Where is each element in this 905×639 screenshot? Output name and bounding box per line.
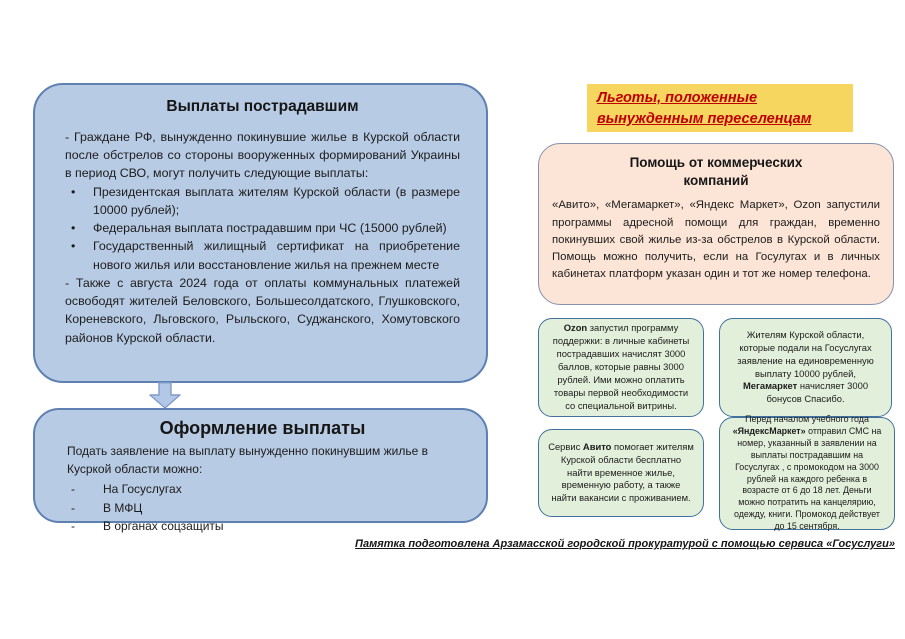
card-ozon [538,318,704,417]
processing-title: Оформление выплаты [159,418,366,438]
payments-bullet: • Государственный жилищный сертификат на приобретение нового жилья или восстановление жилья на прежнем месте [93,237,460,273]
card-megamarket-text [729,329,882,407]
card-avito-text [548,441,694,506]
commercial-help-box [538,143,894,305]
card-text-post: запустил программу поддержки: в личные кабинеты пострадавших начислят 3000 баллов, которые равны 3000 рублей. Ими можно оплатить товары первой необходимости со специальной витрины. [552,322,690,411]
payments-intro: - Граждане РФ, вынужденно покинувшие жилье в Курской области после обстрелов со стороны вооруженных формирований Украины в период СВО, могут получить следующие выплаты: [65,130,460,181]
payments-bullet: • Федеральная выплата пострадавшим при ЧС (15000 рублей) [93,219,460,237]
card-text-bold: Ozon [563,322,588,334]
card-text-post: начисляет 3000 бонусов Спасибо. [766,380,869,405]
card-text-post: отправил СМС на номер, указанный в заявлении на выплаты пострадавшим на Госуслугах , с промокодом на 3000 рублей на каждого ребенка в возрасте от 6 до 18 лет. Деньги можно потратить на канцелярию, одежду, книги. Промокод действует до 15 сентября. [733,425,882,532]
payments-bullet: • Президентская выплата жителям Курской области (в размере 10000 рублей); [93,183,460,219]
card-text-post: помогает жителям Курской области бесплатно найти временное жилье, временную работу, а также найти вакансии с проживанием. [551,440,694,504]
payments-title: Выплаты пострадавшим [166,98,359,115]
processing-option: - На Госуслугах [71,480,458,499]
benefits-banner [587,84,853,132]
down-arrow-icon [147,382,183,409]
processing-intro: Подать заявление на выплату вынужденно покинувшим жилье в Кусркой области можно: [67,444,428,476]
benefits-banner-text: Льготы, положенные вынужденным переселенцам [597,90,812,127]
card-text-pre: Жителям Курской области, которые подали на Госуслугах заявление на единовременную выплату 10000 рублей, [737,328,874,379]
card-text-bold: Мегамаркет [742,380,798,392]
payments-box [33,83,488,383]
processing-box [33,408,488,534]
card-yandexmarket [719,413,895,532]
processing-options [71,480,458,536]
card-text-pre: Сервис [548,440,583,452]
card-ozon-text [548,322,694,413]
payments-body [65,128,460,347]
commercial-help-body: «Авито», «Мегамаркет», «Яндекс Маркет», Ozon запустили программы адресной помощи для граждан, временно покинувших свой жилье из-за обстрелов в Курской области. Помощь можно получить, если на Госулугах и в личных кабинетах платформ указан один и тот же номер телефона. [552,199,880,280]
card-megamarket [719,318,892,417]
card-text-bold: «ЯндексМаркет» [732,425,806,436]
footer-note: Памятка подготовлена Арзамасской городской прокуратурой с помощью сервиса «Госуслуги» [355,538,895,550]
processing-option: - В органах соцзащиты [71,517,458,536]
processing-option: - В МФЦ [71,499,458,518]
card-text-pre: Перед началом учебного года [745,413,869,424]
payments-bullet-list [65,183,460,274]
payments-outro: - Также с августа 2024 года от оплаты коммунальных платежей освободят жителей Беловского, Большесолдатского, Глушковского, Кореневского, Льговского, Рыльского, Суджанского, Хомутовского районов Курской области. [65,275,460,345]
card-yandexmarket-text [729,414,885,533]
commercial-help-title: Помощь от коммерческих компаний [629,155,803,189]
card-text-bold: Авито [582,440,612,452]
card-avito [538,429,704,517]
